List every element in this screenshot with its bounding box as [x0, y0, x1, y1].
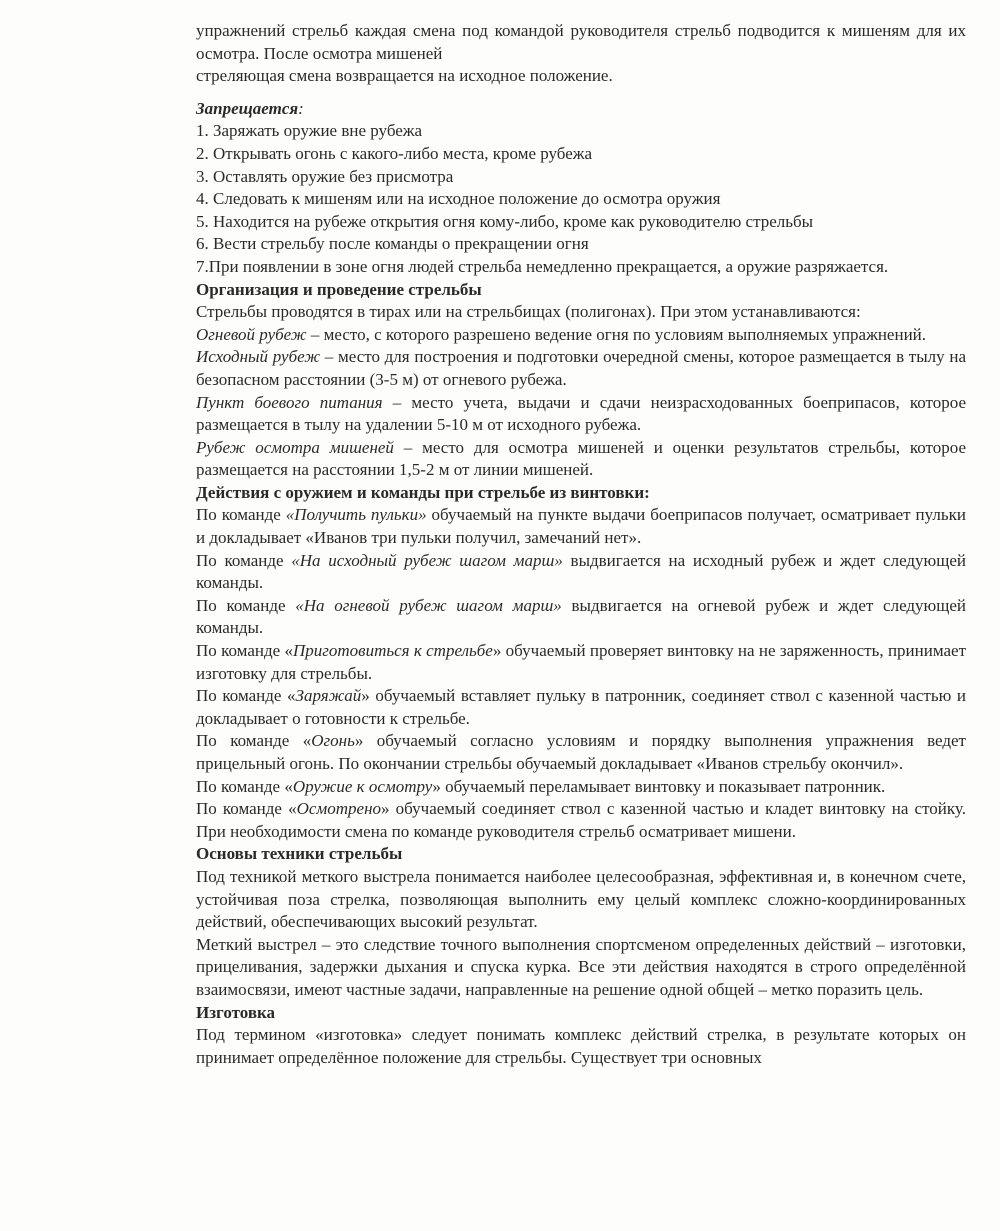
list-item: 6. Вести стрельбу после команды о прекращении огня: [196, 234, 589, 254]
preparation-paragraph: Под термином «изготовка» следует понимать комплекс действий стрелка, в результате которых он принимает определённое положение для стрельбы. Существует три основных: [196, 1025, 966, 1067]
prohibited-list: [196, 120, 966, 278]
command-item: По команде «Заряжай» обучаемый вставляет пульку в патронник, соединяет ствол с казенной частью и докладывает о готовности к стрельбе.: [196, 686, 966, 728]
definition-item: Пункт боевого питания – место учета, выдачи и сдачи неизрасходованных боеприпасов, которое размещается в тылу на удалении 5-10 м от исходного рубежа.: [196, 392, 966, 435]
command-item: По команде «Приготовиться к стрельбе» обучаемый проверяет винтовку на не заряженность, принимает изготовку для стрельбы.: [196, 641, 966, 683]
definition-item: Исходный рубеж – место для построения и подготовки очередной смены, которое размещается в тылу на безопасном расстоянии (3-5 м) от огневого рубежа.: [196, 347, 966, 389]
intro-line-1: упражнений стрельб каждая смена под командой руководителя стрельб подводится к мишеням для их осмотра. После осмотра мишеней: [196, 21, 966, 63]
command-item: По команде «Осмотрено» обучаемый соединяет ствол с казенной частью и кладет винтовку на стойку. При необходимости смена по команде руководителя стрельб осматривает мишени.: [196, 799, 966, 841]
definition-item: Огневой рубеж – место, с которого разрешено ведение огня по условиям выполняемых упражнений.: [196, 324, 927, 344]
list-item: 1. Заряжать оружие вне рубежа: [196, 121, 423, 141]
list-item: 3. Оставлять оружие без присмотра: [196, 166, 454, 186]
technique-paragraph: Меткий выстрел – это следствие точного выполнения спортсменом определенных действий – изготовки, прицеливания, задержки дыхания и спуска курка. Все эти действия находятся в строго определённой взаимосвязи, имеют частные задачи, направленные на решение одной общей – метко поразить цель.: [196, 934, 966, 999]
definition-item: Рубеж осмотра мишеней – место для осмотра мишеней и оценки результатов стрельбы, которое размещается на расстоянии 1,5-2 м от линии мишеней.: [196, 437, 966, 480]
technique-paragraph: Под техникой меткого выстрела понимается наиболее целесообразная, эффективная и, в конечном счете, устойчивая поза стрелка, позволяющая выполнить ему целый комплекс сложно-координированных действий, обеспечивающих высокий результат.: [196, 866, 966, 932]
organization-intro: Стрельбы проводятся в тирах или на стрельбищах (полигонах). При этом устанавливаются:: [196, 302, 861, 322]
command-item: По команде «Получить пульки» обучаемый на пункте выдачи боеприпасов получает, осматривает пульки и докладывает «Иванов три пульки получил, замечаний нет».: [196, 505, 966, 548]
list-item: 5. Находится на рубеже открытия огня кому-либо, кроме как руководителю стрельбы: [196, 211, 814, 231]
list-item: 7.При появлении в зоне огня людей стрельба немедленно прекращается, а оружие разряжается.: [196, 256, 889, 276]
section-heading-actions: Действия с оружием и команды при стрельбе из винтовки:: [196, 482, 650, 502]
section-heading-preparation: Изготовка: [196, 1002, 276, 1022]
prohibited-title: Запрещается:: [196, 98, 304, 118]
command-item: По команде «Оружие к осмотру» обучаемый переламывает винтовку и показывает патронник.: [196, 776, 886, 796]
command-item: По команде «Огонь» обучаемый согласно условиям и порядку выполнения упражнения ведет прицельный огонь. По окончании стрельбы обучаемый докладывает «Иванов стрельбу окончил».: [196, 731, 966, 773]
section-heading-technique: Основы техники стрельбы: [196, 844, 403, 864]
intro-line-2: стреляющая смена возвращается на исходное положение.: [196, 66, 613, 86]
intro-paragraph: [196, 20, 966, 88]
section-heading-organization: Организация и проведение стрельбы: [196, 279, 482, 299]
list-item: 4. Следовать к мишеням или на исходное положение до осмотра оружия: [196, 189, 721, 209]
list-item: 2. Открывать огонь с какого-либо места, кроме рубежа: [196, 143, 593, 163]
command-item: По команде «На исходный рубеж шагом марш» выдвигается на исходный рубеж и ждет следующей команды.: [196, 550, 966, 593]
command-item: По команде «На огневой рубеж шагом марш» выдвигается на огневой рубеж и ждет следующей команды.: [196, 595, 966, 638]
